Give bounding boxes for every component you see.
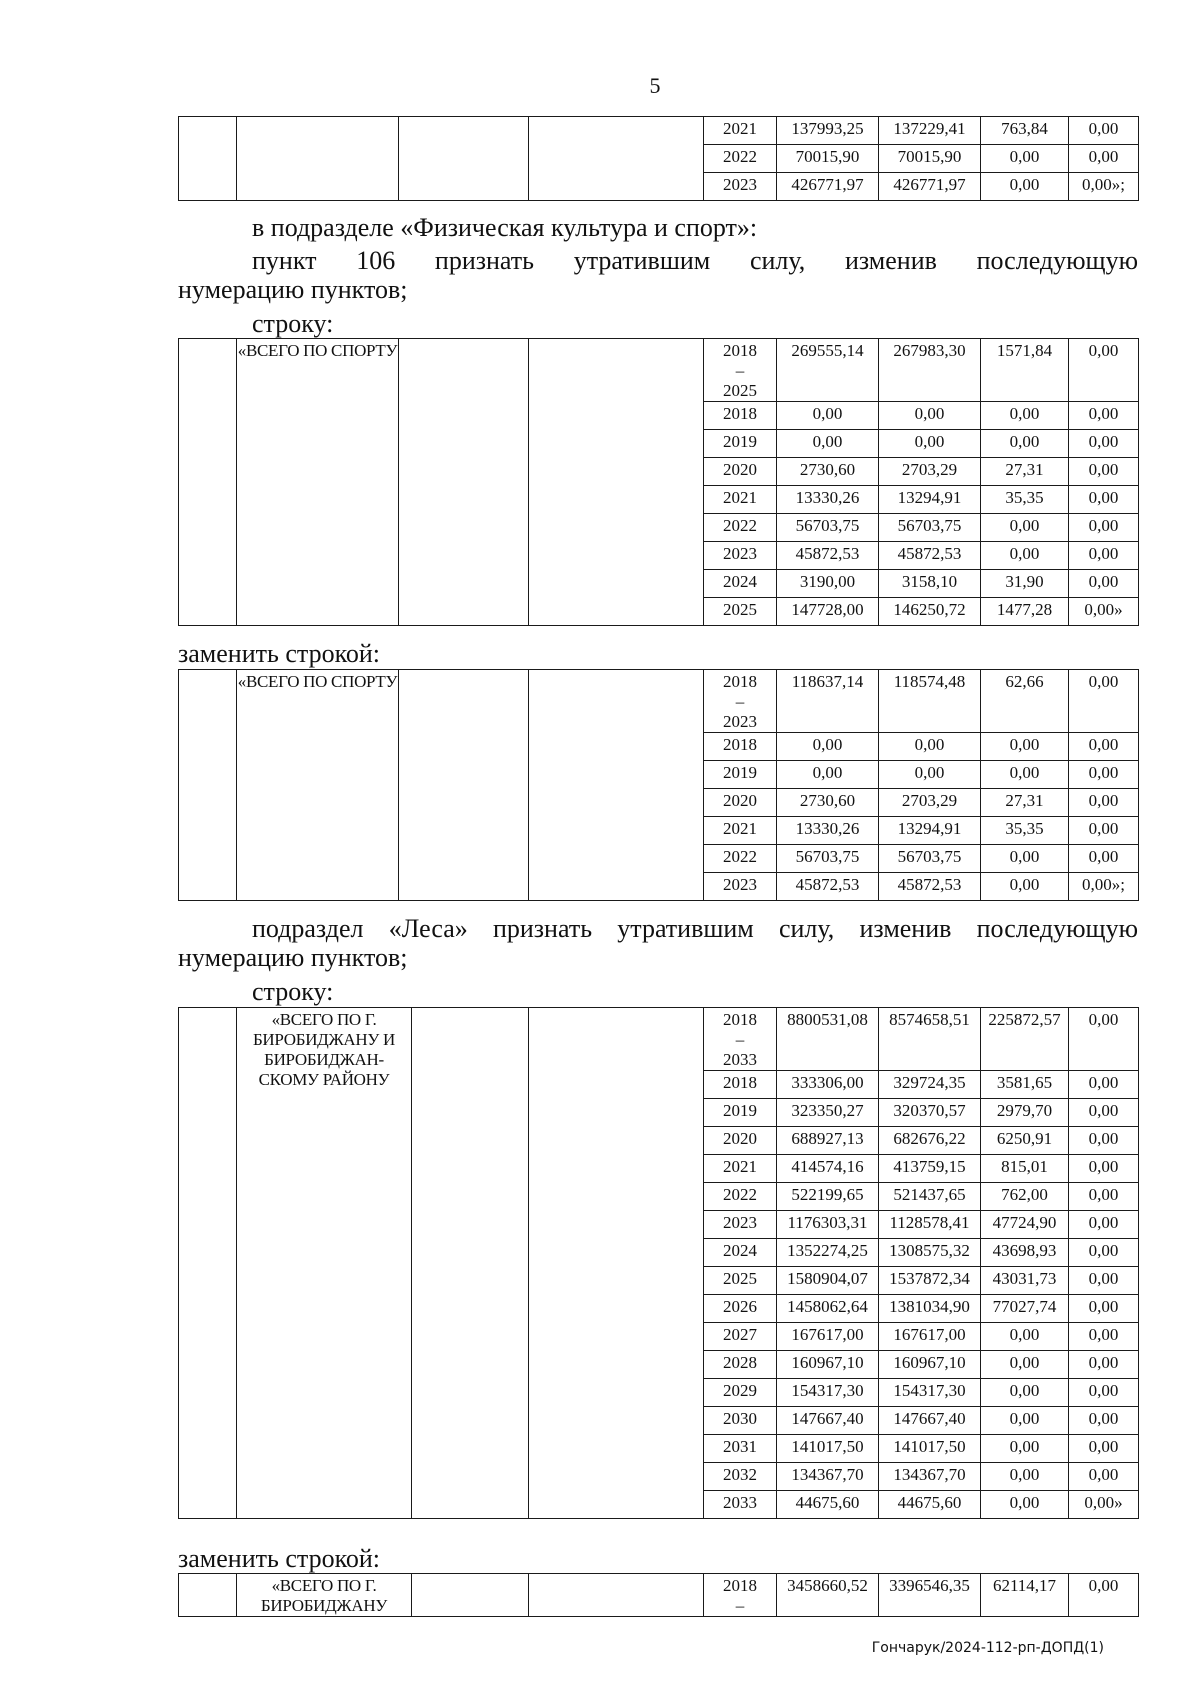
paragraph-item-106-line2: нумерацию пунктов; [178, 275, 408, 304]
regional-cell: 1128578,41 [879, 1211, 981, 1239]
year-cell: 2018 – 2025 [704, 339, 777, 402]
federal-cell: 47724,90 [981, 1211, 1069, 1239]
source-cell [529, 1574, 704, 1617]
other-cell: 0,00 [1069, 733, 1139, 761]
total-cell: 56703,75 [777, 514, 879, 542]
federal-cell: 62,66 [981, 670, 1069, 733]
year-cell: 2023 [704, 542, 777, 570]
other-cell: 0,00 [1069, 1463, 1139, 1491]
total-cell: 414574,16 [777, 1155, 879, 1183]
federal-cell: 815,01 [981, 1155, 1069, 1183]
table-row [179, 1008, 1139, 1071]
other-cell: 0,00 [1069, 1099, 1139, 1127]
other-cell: 0,00 [1069, 817, 1139, 845]
regional-cell: 3396546,35 [879, 1574, 981, 1617]
source-cell [529, 117, 704, 201]
regional-cell: 141017,50 [879, 1435, 981, 1463]
label-replace-1-text: заменить строкой: [178, 639, 381, 668]
page-number: 5 [649, 73, 661, 98]
total-cell: 56703,75 [777, 845, 879, 873]
total-cell: 147728,00 [777, 598, 879, 626]
table-row [179, 117, 1139, 145]
label-line-1 [178, 309, 1138, 338]
regional-cell: 0,00 [879, 402, 981, 430]
executor-cell [412, 1008, 529, 1519]
total-cell: 688927,13 [777, 1127, 879, 1155]
other-cell: 0,00 [1069, 1435, 1139, 1463]
federal-cell: 0,00 [981, 733, 1069, 761]
federal-cell: 763,84 [981, 117, 1069, 145]
total-cell: 323350,27 [777, 1099, 879, 1127]
regional-cell: 160967,10 [879, 1351, 981, 1379]
total-cell: 8800531,08 [777, 1008, 879, 1071]
year-cell: 2021 [704, 117, 777, 145]
year-cell: 2018 [704, 1071, 777, 1099]
regional-cell: 137229,41 [879, 117, 981, 145]
other-cell: 0,00 [1069, 117, 1139, 145]
program-name-cell: «ВСЕГО ПО Г. БИРОБИДЖАНУ [237, 1574, 412, 1617]
regional-cell: 45872,53 [879, 542, 981, 570]
year-cell: 2025 [704, 598, 777, 626]
total-cell: 522199,65 [777, 1183, 879, 1211]
paragraph-sport-text: в подразделе «Физическая культура и спорт»: [252, 213, 758, 242]
other-cell: 0,00 [1069, 1183, 1139, 1211]
other-cell: 0,00 [1069, 1351, 1139, 1379]
federal-cell: 0,00 [981, 1351, 1069, 1379]
paragraph-item-106 [178, 246, 1138, 304]
year-cell: 2019 [704, 1099, 777, 1127]
regional-cell: 167617,00 [879, 1323, 981, 1351]
program-name-cell [237, 117, 399, 201]
federal-cell: 1477,28 [981, 598, 1069, 626]
year-cell: 2021 [704, 486, 777, 514]
federal-cell: 0,00 [981, 873, 1069, 901]
other-cell: 0,00 [1069, 486, 1139, 514]
executor-cell [412, 1574, 529, 1617]
executor-cell [399, 339, 529, 626]
number-cell [179, 1008, 237, 1519]
regional-cell: 44675,60 [879, 1491, 981, 1519]
regional-cell: 1537872,34 [879, 1267, 981, 1295]
other-cell: 0,00 [1069, 1323, 1139, 1351]
year-cell: 2033 [704, 1491, 777, 1519]
federal-cell: 0,00 [981, 845, 1069, 873]
other-cell: 0,00 [1069, 1407, 1139, 1435]
other-cell: 0,00 [1069, 458, 1139, 486]
regional-cell: 154317,30 [879, 1379, 981, 1407]
regional-cell: 56703,75 [879, 845, 981, 873]
federal-cell: 35,35 [981, 486, 1069, 514]
regional-cell: 13294,91 [879, 486, 981, 514]
total-cell: 3458660,52 [777, 1574, 879, 1617]
regional-cell: 1381034,90 [879, 1295, 981, 1323]
year-cell: 2019 [704, 430, 777, 458]
number-cell [179, 339, 237, 626]
federal-cell: 0,00 [981, 173, 1069, 201]
year-cell: 2021 [704, 817, 777, 845]
total-cell: 426771,97 [777, 173, 879, 201]
number-cell [179, 670, 237, 901]
federal-cell: 77027,74 [981, 1295, 1069, 1323]
year-cell: 2022 [704, 1183, 777, 1211]
other-cell: 0,00 [1069, 761, 1139, 789]
paragraph-forest [178, 914, 1138, 972]
regional-cell: 45872,53 [879, 873, 981, 901]
other-cell: 0,00 [1069, 339, 1139, 402]
federal-cell: 762,00 [981, 1183, 1069, 1211]
federal-cell: 2979,70 [981, 1099, 1069, 1127]
federal-cell: 43698,93 [981, 1239, 1069, 1267]
year-cell: 2022 [704, 145, 777, 173]
federal-cell: 0,00 [981, 1323, 1069, 1351]
other-cell: 0,00 [1069, 514, 1139, 542]
other-cell: 0,00 [1069, 1239, 1139, 1267]
year-cell: 2027 [704, 1323, 777, 1351]
total-cell: 0,00 [777, 733, 879, 761]
total-cell: 13330,26 [777, 486, 879, 514]
year-cell: 2030 [704, 1407, 777, 1435]
federal-cell: 62114,17 [981, 1574, 1069, 1617]
table-birobidzhan-old [178, 1007, 1139, 1519]
year-cell: 2018 – 2023 [704, 670, 777, 733]
total-cell: 1580904,07 [777, 1267, 879, 1295]
other-cell: 0,00 [1069, 1379, 1139, 1407]
other-cell: 0,00 [1069, 402, 1139, 430]
year-cell: 2029 [704, 1379, 777, 1407]
federal-cell: 225872,57 [981, 1008, 1069, 1071]
label-line-2-text: строку: [252, 977, 334, 1006]
total-cell: 141017,50 [777, 1435, 879, 1463]
total-cell: 160967,10 [777, 1351, 879, 1379]
year-cell: 2019 [704, 761, 777, 789]
total-cell: 0,00 [777, 402, 879, 430]
other-cell: 0,00 [1069, 1155, 1139, 1183]
regional-cell: 426771,97 [879, 173, 981, 201]
total-cell: 333306,00 [777, 1071, 879, 1099]
year-cell: 2020 [704, 1127, 777, 1155]
federal-cell: 43031,73 [981, 1267, 1069, 1295]
table-sport-old [178, 338, 1139, 626]
other-cell: 0,00 [1069, 1127, 1139, 1155]
other-cell: 0,00 [1069, 1267, 1139, 1295]
federal-cell: 35,35 [981, 817, 1069, 845]
year-cell: 2024 [704, 570, 777, 598]
year-cell: 2022 [704, 514, 777, 542]
table-row [179, 670, 1139, 733]
year-cell: 2020 [704, 789, 777, 817]
regional-cell: 134367,70 [879, 1463, 981, 1491]
source-cell [529, 339, 704, 626]
source-cell [529, 670, 704, 901]
federal-cell: 0,00 [981, 1463, 1069, 1491]
year-cell: 2018 [704, 402, 777, 430]
program-name-cell: «ВСЕГО ПО СПОРТУ [237, 670, 399, 901]
regional-cell: 682676,22 [879, 1127, 981, 1155]
label-replace-2-text: заменить строкой: [178, 1544, 381, 1573]
regional-cell: 8574658,51 [879, 1008, 981, 1071]
regional-cell: 118574,48 [879, 670, 981, 733]
year-cell: 2024 [704, 1239, 777, 1267]
other-cell: 0,00 [1069, 670, 1139, 733]
total-cell: 1176303,31 [777, 1211, 879, 1239]
regional-cell: 3158,10 [879, 570, 981, 598]
year-cell: 2022 [704, 845, 777, 873]
other-cell: 0,00 [1069, 145, 1139, 173]
total-cell: 13330,26 [777, 817, 879, 845]
total-cell: 2730,60 [777, 458, 879, 486]
regional-cell: 70015,90 [879, 145, 981, 173]
federal-cell: 0,00 [981, 1435, 1069, 1463]
regional-cell: 2703,29 [879, 458, 981, 486]
year-cell: 2032 [704, 1463, 777, 1491]
total-cell: 154317,30 [777, 1379, 879, 1407]
total-cell: 0,00 [777, 430, 879, 458]
table-sport-new [178, 669, 1139, 901]
other-cell: 0,00 [1069, 570, 1139, 598]
regional-cell: 56703,75 [879, 514, 981, 542]
year-cell: 2018 – 2033 [704, 1008, 777, 1071]
year-cell: 2018 [704, 733, 777, 761]
total-cell: 0,00 [777, 761, 879, 789]
label-line-2 [178, 977, 1138, 1006]
regional-cell: 1308575,32 [879, 1239, 981, 1267]
other-cell: 0,00 [1069, 1295, 1139, 1323]
total-cell: 137993,25 [777, 117, 879, 145]
year-cell: 2023 [704, 173, 777, 201]
program-name-cell: «ВСЕГО ПО СПОРТУ [237, 339, 399, 626]
other-cell: 0,00» [1069, 1491, 1139, 1519]
regional-cell: 329724,35 [879, 1071, 981, 1099]
label-replace-1 [178, 639, 1138, 668]
federal-cell: 0,00 [981, 1379, 1069, 1407]
federal-cell: 0,00 [981, 1407, 1069, 1435]
other-cell: 0,00 [1069, 1211, 1139, 1239]
program-name-cell: «ВСЕГО ПО Г. БИРОБИДЖАНУ И БИРОБИДЖАН-СКОМУ РАЙОНУ [237, 1008, 412, 1519]
regional-cell: 147667,40 [879, 1407, 981, 1435]
year-cell: 2026 [704, 1295, 777, 1323]
regional-cell: 521437,65 [879, 1183, 981, 1211]
number-cell [179, 117, 237, 201]
other-cell: 0,00 [1069, 542, 1139, 570]
total-cell: 3190,00 [777, 570, 879, 598]
federal-cell: 27,31 [981, 789, 1069, 817]
federal-cell: 0,00 [981, 145, 1069, 173]
year-cell: 2018 – [704, 1574, 777, 1617]
executor-cell [399, 117, 529, 201]
paragraph-forest-line2: нумерацию пунктов; [178, 943, 408, 972]
year-cell: 2023 [704, 873, 777, 901]
other-cell: 0,00 [1069, 1574, 1139, 1617]
year-cell: 2021 [704, 1155, 777, 1183]
other-cell: 0,00 [1069, 430, 1139, 458]
number-cell [179, 1574, 237, 1617]
total-cell: 147667,40 [777, 1407, 879, 1435]
regional-cell: 13294,91 [879, 817, 981, 845]
federal-cell: 31,90 [981, 570, 1069, 598]
other-cell: 0,00»; [1069, 873, 1139, 901]
regional-cell: 267983,30 [879, 339, 981, 402]
regional-cell: 146250,72 [879, 598, 981, 626]
paragraph-forest-line1: подраздел «Леса» признать утратившим силу, изменив последующую [252, 914, 1138, 943]
year-cell: 2020 [704, 458, 777, 486]
regional-cell: 413759,15 [879, 1155, 981, 1183]
other-cell: 0,00 [1069, 1071, 1139, 1099]
federal-cell: 0,00 [981, 514, 1069, 542]
federal-cell: 0,00 [981, 430, 1069, 458]
year-cell: 2031 [704, 1435, 777, 1463]
federal-cell: 0,00 [981, 761, 1069, 789]
total-cell: 118637,14 [777, 670, 879, 733]
table-birobidzhan-new [178, 1573, 1139, 1617]
label-line-1-text: строку: [252, 309, 334, 338]
federal-cell: 0,00 [981, 1491, 1069, 1519]
paragraph-sport [178, 213, 1138, 242]
total-cell: 134367,70 [777, 1463, 879, 1491]
other-cell: 0,00 [1069, 1008, 1139, 1071]
total-cell: 44675,60 [777, 1491, 879, 1519]
year-cell: 2023 [704, 1211, 777, 1239]
year-cell: 2028 [704, 1351, 777, 1379]
source-cell [529, 1008, 704, 1519]
other-cell: 0,00»; [1069, 173, 1139, 201]
table-row [179, 1574, 1139, 1617]
total-cell: 269555,14 [777, 339, 879, 402]
total-cell: 1458062,64 [777, 1295, 879, 1323]
federal-cell: 27,31 [981, 458, 1069, 486]
year-cell: 2025 [704, 1267, 777, 1295]
regional-cell: 0,00 [879, 761, 981, 789]
document-footer-code: Гончарук/2024-112-рп-ДОПД(1) [871, 1640, 1104, 1656]
federal-cell: 1571,84 [981, 339, 1069, 402]
other-cell: 0,00» [1069, 598, 1139, 626]
regional-cell: 2703,29 [879, 789, 981, 817]
regional-cell: 0,00 [879, 733, 981, 761]
regional-cell: 0,00 [879, 430, 981, 458]
total-cell: 45872,53 [777, 873, 879, 901]
total-cell: 1352274,25 [777, 1239, 879, 1267]
paragraph-item-106-line1: пункт 106 признать утратившим силу, изменив последующую [252, 246, 1138, 275]
executor-cell [399, 670, 529, 901]
other-cell: 0,00 [1069, 789, 1139, 817]
table-continuation [178, 116, 1139, 201]
total-cell: 70015,90 [777, 145, 879, 173]
federal-cell: 3581,65 [981, 1071, 1069, 1099]
label-replace-2 [178, 1544, 1138, 1573]
federal-cell: 0,00 [981, 542, 1069, 570]
total-cell: 2730,60 [777, 789, 879, 817]
other-cell: 0,00 [1069, 845, 1139, 873]
table-row [179, 339, 1139, 402]
total-cell: 45872,53 [777, 542, 879, 570]
federal-cell: 6250,91 [981, 1127, 1069, 1155]
total-cell: 167617,00 [777, 1323, 879, 1351]
regional-cell: 320370,57 [879, 1099, 981, 1127]
federal-cell: 0,00 [981, 402, 1069, 430]
